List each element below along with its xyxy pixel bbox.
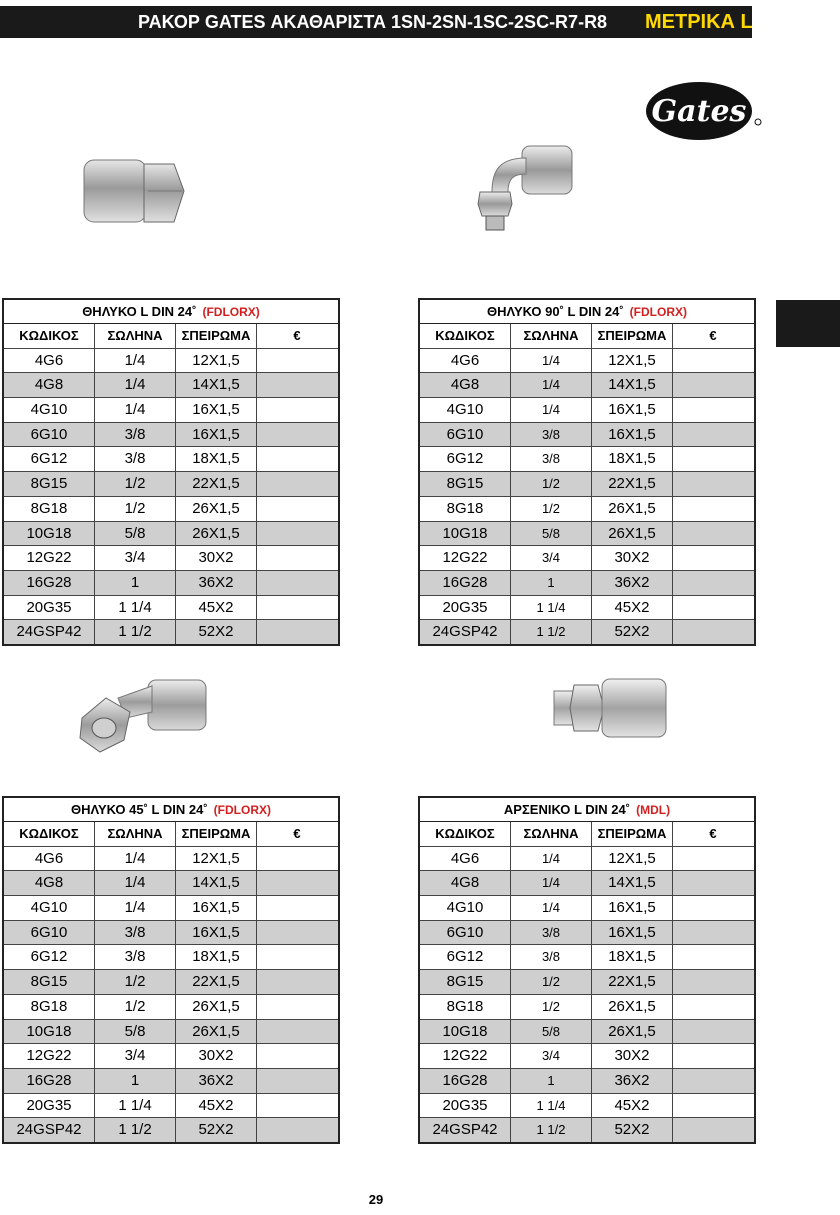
cell-price <box>257 398 337 422</box>
page-category: ΜΕΤΡΙΚΑ L <box>645 11 753 33</box>
cell-thread: 14X1,5 <box>176 871 257 895</box>
cell-thread: 14X1,5 <box>592 871 673 895</box>
cell-hose: 3/8 <box>511 423 592 447</box>
cell-price <box>257 472 337 496</box>
cell-code: 8G15 <box>420 472 511 496</box>
cell-thread: 30X2 <box>176 546 257 570</box>
cell-price <box>257 522 337 546</box>
cell-code: 24GSP42 <box>420 1118 511 1142</box>
table-row <box>420 472 754 497</box>
cell-hose: 1 1/4 <box>511 596 592 620</box>
table-code: (FDLORX) <box>213 803 271 817</box>
cell-price <box>257 1094 337 1118</box>
cell-price <box>673 546 753 570</box>
cell-price <box>257 571 337 595</box>
cell-hose: 1/2 <box>511 497 592 521</box>
cell-code: 4G10 <box>4 896 95 920</box>
cell-price <box>673 945 753 969</box>
cell-code: 20G35 <box>4 1094 95 1118</box>
table-row <box>4 522 338 547</box>
page-number: 29 <box>368 1192 384 1207</box>
column-header-thread: ΣΠΕΙΡΩΜΑ <box>176 822 257 846</box>
cell-thread: 16X1,5 <box>592 423 673 447</box>
cell-code: 4G10 <box>420 896 511 920</box>
cell-hose: 1/2 <box>511 995 592 1019</box>
table-row <box>4 847 338 872</box>
cell-thread: 36X2 <box>592 1069 673 1093</box>
cell-thread: 26X1,5 <box>592 995 673 1019</box>
female-90-fitting-image <box>470 140 580 240</box>
cell-hose: 1 1/2 <box>95 1118 176 1142</box>
cell-hose: 1/4 <box>511 373 592 397</box>
cell-thread: 26X1,5 <box>176 497 257 521</box>
cell-thread: 45X2 <box>592 596 673 620</box>
cell-price <box>673 620 753 644</box>
cell-code: 6G12 <box>420 447 511 471</box>
cell-price <box>257 1044 337 1068</box>
cell-code: 10G18 <box>420 1020 511 1044</box>
cell-hose: 3/4 <box>95 1044 176 1068</box>
cell-price <box>257 349 337 373</box>
cell-thread: 16X1,5 <box>592 398 673 422</box>
table-row <box>420 995 754 1020</box>
cell-thread: 12X1,5 <box>176 847 257 871</box>
cell-code: 4G8 <box>4 871 95 895</box>
cell-hose: 1/2 <box>511 472 592 496</box>
table-title <box>4 300 338 324</box>
cell-hose: 1 <box>95 1069 176 1093</box>
cell-code: 4G6 <box>420 349 511 373</box>
cell-hose: 3/8 <box>95 423 176 447</box>
table-female-straight <box>2 298 340 646</box>
cell-thread: 36X2 <box>176 1069 257 1093</box>
table-row <box>4 1094 338 1119</box>
table-row <box>4 995 338 1020</box>
cell-thread: 16X1,5 <box>176 896 257 920</box>
cell-code: 16G28 <box>4 571 95 595</box>
cell-hose: 1/4 <box>511 847 592 871</box>
cell-hose: 3/8 <box>95 921 176 945</box>
cell-price <box>673 472 753 496</box>
cell-thread: 26X1,5 <box>592 497 673 521</box>
cell-price <box>673 447 753 471</box>
cell-price <box>257 995 337 1019</box>
cell-code: 8G18 <box>4 497 95 521</box>
cell-thread: 12X1,5 <box>176 349 257 373</box>
cell-hose: 3/8 <box>511 921 592 945</box>
table-row <box>420 546 754 571</box>
cell-price <box>673 995 753 1019</box>
cell-hose: 1/2 <box>95 497 176 521</box>
table-row <box>4 447 338 472</box>
cell-code: 16G28 <box>420 1069 511 1093</box>
cell-thread: 52X2 <box>592 1118 673 1142</box>
cell-hose: 1/4 <box>511 349 592 373</box>
cell-hose: 1 1/4 <box>95 1094 176 1118</box>
cell-hose: 1 1/2 <box>95 620 176 644</box>
table-header-row <box>4 324 338 349</box>
table-row <box>4 1069 338 1094</box>
cell-price <box>257 423 337 447</box>
table-header-row <box>420 324 754 349</box>
table-row <box>420 447 754 472</box>
cell-code: 12G22 <box>420 546 511 570</box>
cell-hose: 1 1/2 <box>511 620 592 644</box>
cell-price <box>673 1094 753 1118</box>
table-female-45 <box>2 796 340 1144</box>
cell-hose: 1 1/4 <box>511 1094 592 1118</box>
cell-thread: 18X1,5 <box>176 447 257 471</box>
cell-code: 10G18 <box>4 1020 95 1044</box>
cell-hose: 3/8 <box>95 447 176 471</box>
cell-thread: 30X2 <box>592 1044 673 1068</box>
cell-thread: 22X1,5 <box>176 970 257 994</box>
table-row <box>4 871 338 896</box>
cell-code: 24GSP42 <box>4 1118 95 1142</box>
cell-price <box>673 1044 753 1068</box>
cell-thread: 26X1,5 <box>592 522 673 546</box>
column-header-hose: ΣΩΛΗΝΑ <box>511 324 592 348</box>
column-header-thread: ΣΠΕΙΡΩΜΑ <box>592 822 673 846</box>
cell-hose: 1 <box>511 571 592 595</box>
cell-code: 24GSP42 <box>4 620 95 644</box>
cell-price <box>257 447 337 471</box>
cell-code: 6G10 <box>420 423 511 447</box>
header-bar <box>0 6 752 38</box>
cell-code: 4G6 <box>4 847 95 871</box>
cell-thread: 16X1,5 <box>176 398 257 422</box>
svg-text:Gates: Gates <box>651 94 747 129</box>
column-header-code: ΚΩΔΙΚΟΣ <box>420 324 511 348</box>
cell-price <box>673 522 753 546</box>
cell-hose: 1/4 <box>95 398 176 422</box>
cell-price <box>673 423 753 447</box>
cell-thread: 45X2 <box>176 1094 257 1118</box>
table-row <box>420 423 754 448</box>
column-header-hose: ΣΩΛΗΝΑ <box>511 822 592 846</box>
cell-hose: 5/8 <box>511 1020 592 1044</box>
table-row <box>420 620 754 644</box>
cell-hose: 1 <box>511 1069 592 1093</box>
cell-code: 16G28 <box>4 1069 95 1093</box>
cell-code: 12G22 <box>4 1044 95 1068</box>
cell-code: 8G15 <box>4 472 95 496</box>
cell-price <box>257 896 337 920</box>
cell-hose: 1/4 <box>95 373 176 397</box>
cell-code: 4G6 <box>4 349 95 373</box>
cell-price <box>673 349 753 373</box>
cell-code: 6G12 <box>4 945 95 969</box>
table-title-text: ΘΗΛΥΚΟ L DIN 24˚ <box>82 304 197 319</box>
cell-price <box>673 1069 753 1093</box>
cell-price <box>257 546 337 570</box>
gates-logo <box>645 80 763 142</box>
cell-thread: 26X1,5 <box>592 1020 673 1044</box>
table-row <box>420 373 754 398</box>
cell-code: 4G10 <box>4 398 95 422</box>
table-title-text: ΘΗΛΥΚΟ 45˚ L DIN 24˚ <box>70 802 208 817</box>
table-title <box>420 798 754 822</box>
table-row <box>4 945 338 970</box>
cell-price <box>673 571 753 595</box>
cell-code: 8G18 <box>4 995 95 1019</box>
cell-code: 4G8 <box>420 871 511 895</box>
table-male <box>418 796 756 1144</box>
table-row <box>4 896 338 921</box>
column-header-code: ΚΩΔΙΚΟΣ <box>4 822 95 846</box>
cell-thread: 18X1,5 <box>176 945 257 969</box>
cell-hose: 1 1/4 <box>95 596 176 620</box>
cell-code: 8G18 <box>420 497 511 521</box>
table-row <box>420 945 754 970</box>
table-row <box>420 571 754 596</box>
female-straight-fitting-image <box>78 150 190 236</box>
cell-code: 6G10 <box>4 423 95 447</box>
cell-thread: 52X2 <box>176 1118 257 1142</box>
column-header-price: € <box>709 328 717 343</box>
table-code: (MDL) <box>636 803 671 817</box>
cell-hose: 1/4 <box>95 871 176 895</box>
cell-code: 8G15 <box>420 970 511 994</box>
cell-hose: 1/4 <box>511 398 592 422</box>
table-code: (FDLORX) <box>629 305 687 319</box>
cell-hose: 3/8 <box>511 945 592 969</box>
cell-thread: 36X2 <box>176 571 257 595</box>
cell-price <box>257 945 337 969</box>
table-row <box>4 620 338 644</box>
cell-code: 4G8 <box>4 373 95 397</box>
cell-hose: 3/8 <box>511 447 592 471</box>
table-row <box>4 1020 338 1045</box>
cell-hose: 5/8 <box>511 522 592 546</box>
cell-thread: 14X1,5 <box>592 373 673 397</box>
table-row <box>4 398 338 423</box>
table-row <box>420 1118 754 1142</box>
cell-code: 6G12 <box>4 447 95 471</box>
table-row <box>4 596 338 621</box>
cell-code: 6G10 <box>420 921 511 945</box>
cell-hose: 1/4 <box>511 871 592 895</box>
table-header-row <box>4 822 338 847</box>
cell-thread: 52X2 <box>176 620 257 644</box>
cell-code: 20G35 <box>420 1094 511 1118</box>
cell-price <box>257 1069 337 1093</box>
cell-thread: 26X1,5 <box>176 1020 257 1044</box>
column-header-thread: ΣΠΕΙΡΩΜΑ <box>592 324 673 348</box>
cell-price <box>257 497 337 521</box>
cell-price <box>673 1118 753 1142</box>
cell-thread: 30X2 <box>176 1044 257 1068</box>
cell-code: 6G10 <box>4 921 95 945</box>
table-row <box>4 472 338 497</box>
cell-code: 20G35 <box>4 596 95 620</box>
cell-thread: 16X1,5 <box>592 921 673 945</box>
cell-price <box>257 1020 337 1044</box>
cell-thread: 22X1,5 <box>592 472 673 496</box>
cell-thread: 16X1,5 <box>176 921 257 945</box>
cell-price <box>257 1118 337 1142</box>
table-row <box>420 896 754 921</box>
cell-price <box>257 970 337 994</box>
table-row <box>4 1118 338 1142</box>
cell-hose: 1 <box>95 571 176 595</box>
cell-code: 20G35 <box>420 596 511 620</box>
cell-thread: 12X1,5 <box>592 349 673 373</box>
column-header-hose: ΣΩΛΗΝΑ <box>95 324 176 348</box>
table-row <box>4 571 338 596</box>
cell-code: 8G15 <box>4 970 95 994</box>
cell-code: 10G18 <box>420 522 511 546</box>
cell-code: 6G12 <box>420 945 511 969</box>
table-row <box>420 349 754 374</box>
cell-price <box>673 921 753 945</box>
cell-thread: 22X1,5 <box>176 472 257 496</box>
cell-hose: 3/4 <box>95 546 176 570</box>
table-female-90 <box>418 298 756 646</box>
cell-code: 4G8 <box>420 373 511 397</box>
cell-price <box>673 1020 753 1044</box>
cell-thread: 14X1,5 <box>176 373 257 397</box>
cell-thread: 26X1,5 <box>176 995 257 1019</box>
cell-code: 16G28 <box>420 571 511 595</box>
cell-price <box>257 596 337 620</box>
cell-price <box>673 497 753 521</box>
cell-thread: 12X1,5 <box>592 847 673 871</box>
table-row <box>4 970 338 995</box>
cell-hose: 1/4 <box>95 896 176 920</box>
cell-hose: 3/8 <box>95 945 176 969</box>
table-row <box>4 373 338 398</box>
cell-hose: 1/2 <box>511 970 592 994</box>
cell-price <box>257 921 337 945</box>
cell-hose: 5/8 <box>95 522 176 546</box>
table-row <box>4 1044 338 1069</box>
table-row <box>4 921 338 946</box>
cell-thread: 16X1,5 <box>176 423 257 447</box>
page-title: ΡΑΚΟΡ GATES ΑΚΑΘΑΡΙΣΤΑ 1SN-2SN-1SC-2SC-R7-R8 <box>138 12 608 32</box>
cell-code: 12G22 <box>4 546 95 570</box>
table-title-text: ΘΗΛΥΚΟ 90˚ L DIN 24˚ <box>486 304 624 319</box>
column-header-price: € <box>293 826 301 841</box>
table-row <box>420 1069 754 1094</box>
table-row <box>420 847 754 872</box>
side-tab-marker <box>776 300 840 347</box>
cell-thread: 45X2 <box>592 1094 673 1118</box>
column-header-thread: ΣΠΕΙΡΩΜΑ <box>176 324 257 348</box>
cell-thread: 52X2 <box>592 620 673 644</box>
cell-thread: 22X1,5 <box>592 970 673 994</box>
table-row <box>420 871 754 896</box>
cell-price <box>257 871 337 895</box>
cell-hose: 1/4 <box>95 847 176 871</box>
table-title-text: ΑΡΣΕΝΙΚΟ L DIN 24˚ <box>503 802 631 817</box>
cell-price <box>257 373 337 397</box>
cell-price <box>673 847 753 871</box>
cell-hose: 3/4 <box>511 546 592 570</box>
column-header-price: € <box>293 328 301 343</box>
column-header-code: ΚΩΔΙΚΟΣ <box>420 822 511 846</box>
table-row <box>4 497 338 522</box>
table-row <box>420 921 754 946</box>
table-row <box>420 497 754 522</box>
cell-thread: 30X2 <box>592 546 673 570</box>
column-header-price: € <box>709 826 717 841</box>
cell-hose: 1/2 <box>95 970 176 994</box>
table-title <box>4 798 338 822</box>
cell-thread: 36X2 <box>592 571 673 595</box>
cell-thread: 45X2 <box>176 596 257 620</box>
cell-hose: 1/2 <box>95 995 176 1019</box>
cell-price <box>673 896 753 920</box>
column-header-code: ΚΩΔΙΚΟΣ <box>4 324 95 348</box>
table-row <box>420 596 754 621</box>
cell-hose: 3/4 <box>511 1044 592 1068</box>
table-title <box>420 300 754 324</box>
cell-code: 24GSP42 <box>420 620 511 644</box>
table-row <box>420 1044 754 1069</box>
table-code: (FDLORX) <box>202 305 260 319</box>
cell-price <box>673 373 753 397</box>
cell-price <box>673 970 753 994</box>
cell-code: 12G22 <box>420 1044 511 1068</box>
male-fitting-image <box>548 675 672 739</box>
cell-hose: 1/4 <box>511 896 592 920</box>
table-row <box>420 522 754 547</box>
table-row <box>4 546 338 571</box>
column-header-hose: ΣΩΛΗΝΑ <box>95 822 176 846</box>
table-row <box>420 1020 754 1045</box>
cell-hose: 1/4 <box>95 349 176 373</box>
table-row <box>420 970 754 995</box>
cell-hose: 5/8 <box>95 1020 176 1044</box>
table-row <box>4 349 338 374</box>
cell-price <box>673 398 753 422</box>
female-45-fitting-image <box>78 672 218 758</box>
cell-hose: 1/2 <box>95 472 176 496</box>
cell-code: 10G18 <box>4 522 95 546</box>
table-row <box>420 1094 754 1119</box>
cell-code: 4G6 <box>420 847 511 871</box>
table-row <box>420 398 754 423</box>
cell-thread: 16X1,5 <box>592 896 673 920</box>
table-header-row <box>420 822 754 847</box>
table-row <box>4 423 338 448</box>
cell-price <box>257 620 337 644</box>
cell-price <box>673 871 753 895</box>
cell-price <box>257 847 337 871</box>
cell-thread: 18X1,5 <box>592 945 673 969</box>
cell-code: 8G18 <box>420 995 511 1019</box>
cell-hose: 1 1/2 <box>511 1118 592 1142</box>
cell-thread: 18X1,5 <box>592 447 673 471</box>
cell-thread: 26X1,5 <box>176 522 257 546</box>
cell-code: 4G10 <box>420 398 511 422</box>
cell-price <box>673 596 753 620</box>
